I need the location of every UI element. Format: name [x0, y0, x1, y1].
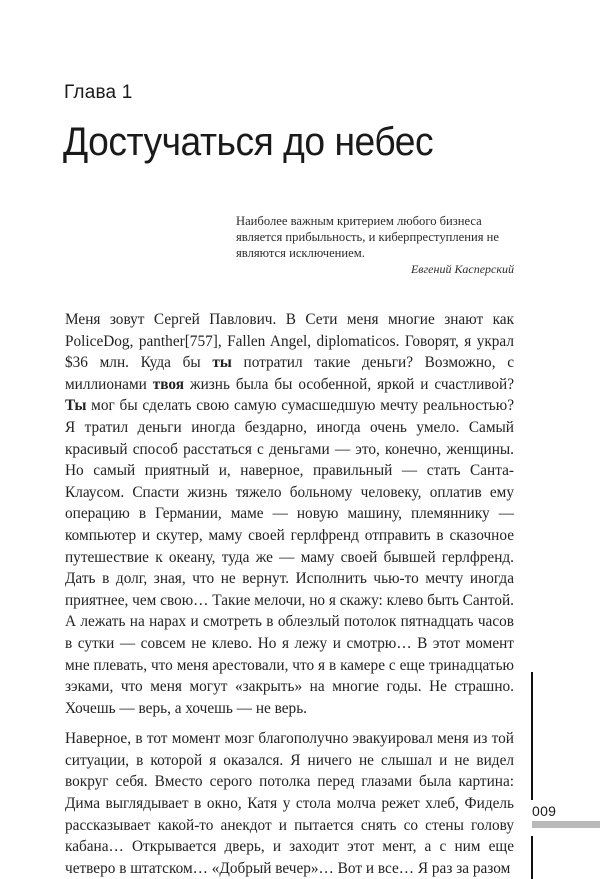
chapter-title: Достучаться до небес: [63, 120, 434, 164]
epigraph: [236, 213, 514, 277]
text-segment: потратил такие деньги? Возможно, с миллионами: [65, 354, 514, 393]
text-segment: мог бы сделать свою самую сумасшедшую мечту реальностью? Я тратил деньги иногда бездарно, иногда очень умело. Самый красивый способ расстаться с деньгами — это, конечно, женщины. Но самый приятный и, наверное, правильный — стать Санта-Клаусом. Спасти жизнь тяжело больному человеку, оплатив ему операцию в Германии, маме — новую машину, племяннику — компьютер и скутер, маму своей герлфренд отправить в сказочное путешествие к океану, туда же — маму своей бывшей герлфренд. Дать в долг, зная, что не вернут. Исполнить чью-то мечту иногда приятнее, чем свою… Такие мелочи, но я скажу: клево быть Сантой. А лежать на нарах и смотреть в облезлый потолок пятнадцать часов в сутки — совсем не клево. Но я лежу и смотрю… В этот момент мне плевать, что меня арестовали, что я в камере с еще тринадцатью зэками, что меня могут «закрыть» на многие годы. Не страшно. Хочешь — верь, а хочешь — не верь.: [65, 397, 514, 717]
margin-rule-lower: [531, 836, 533, 879]
text-segment: Меня зовут Сергей Павлович. В Сети меня многие знают как PoliceDog, panther[757], Fallen Angel, diplomaticos. Говорят, я украл $36 млн. Куда бы: [65, 311, 514, 372]
chapter-label: Глава 1: [64, 82, 133, 103]
paragraph-1: [65, 309, 514, 719]
emphasis: твоя: [152, 375, 185, 393]
emphasis: Ты: [65, 397, 87, 415]
paragraph-2: Наверное, в тот момент мозг благополучно эвакуировал меня из той ситуации, в которой я оказался. Я ничего не слышал и не видел вокруг себя. Вместо серого потолка перед глазами была картина: Дима выглядывает в окно, Катя у стола молча режет хлеб, Фидель рассказывает какой-то анекдот и пытается снять со стены голову кабана… Открывается дверь, и заходит этот мент, а с ним еще четверо в штатском… «Добрый вечер»… Вот и все… Я раз за разом: [65, 730, 514, 877]
emphasis: ты: [212, 354, 232, 372]
epigraph-author: Евгений Касперский: [410, 262, 514, 276]
body-text: [65, 309, 514, 879]
margin-rule-upper: [531, 672, 533, 800]
epigraph-quote: Наиболее важным критерием любого бизнеса является прибыльность, и киберпреступления не являются исключением.: [236, 214, 499, 260]
page-number-bar: [532, 821, 600, 828]
text-segment: жизнь была бы особенной, яркой и счастливой?: [184, 375, 514, 393]
page-number: 009: [532, 803, 557, 819]
